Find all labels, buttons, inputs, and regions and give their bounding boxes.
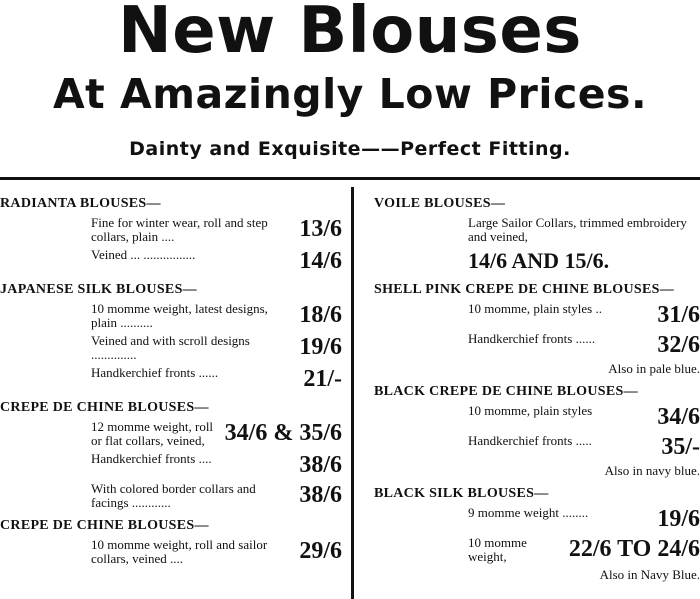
section-heading: JAPANESE SILK BLOUSES— <box>0 282 197 297</box>
black-silk-group <box>374 486 700 582</box>
color-note: Also in pale blue. <box>608 361 700 376</box>
item-description: 10 momme weight, <box>468 535 527 564</box>
list-item <box>0 452 342 478</box>
left-column <box>0 192 342 574</box>
item-price: 19/6 <box>299 334 342 360</box>
item-price: 34/6 <box>657 404 700 430</box>
section-heading: CREPE DE CHINE BLOUSES— <box>0 518 209 533</box>
item-price: 38/6 <box>299 482 342 508</box>
item-description: 10 momme weight, roll and sailor collars, veined .... <box>91 537 268 566</box>
section-heading: BLACK SILK BLOUSES— <box>374 486 549 501</box>
item-description: Handkerchief fronts ..... <box>468 433 592 448</box>
crepe-de-chine-group-10 <box>0 518 342 566</box>
section-heading: VOILE BLOUSES— <box>374 196 506 211</box>
item-description: 12 momme weight, roll or flat collars, veined, <box>91 419 214 448</box>
color-note: Also in navy blue. <box>604 463 700 478</box>
section-heading: RADIANTA BLOUSES— <box>0 196 161 211</box>
color-note: Also in Navy Blue. <box>599 567 700 582</box>
item-description: 10 momme weight, latest designs, plain .......... <box>91 301 268 330</box>
list-item <box>374 536 700 564</box>
section-heading: BLACK CREPE DE CHINE BLOUSES— <box>374 384 638 399</box>
item-price: 21/- <box>303 366 342 392</box>
item-price: 29/6 <box>299 538 342 564</box>
list-item <box>0 538 342 566</box>
list-item <box>0 420 342 448</box>
item-price: 35/- <box>661 434 700 460</box>
list-item <box>374 434 700 460</box>
item-description: Handkerchief fronts .... <box>91 451 212 466</box>
voile-group <box>374 196 700 274</box>
ad-title: New Blouses <box>118 0 582 68</box>
list-item <box>0 302 342 330</box>
item-description: Veined and with scroll designs .............. <box>91 333 250 362</box>
item-description: Veined ... ................ <box>91 247 196 262</box>
list-item <box>0 482 342 510</box>
column-divider <box>351 187 354 599</box>
ad-tagline: Dainty and Exquisite——Perfect Fitting. <box>129 138 571 160</box>
item-price: 34/6 & 35/6 <box>224 420 342 446</box>
crepe-de-chine-group-12 <box>0 400 342 510</box>
item-price: 13/6 <box>299 216 342 242</box>
ad-subtitle: At Amazingly Low Prices. <box>52 70 648 118</box>
japanese-silk-group <box>0 282 342 392</box>
section-heading: SHELL PINK CREPE DE CHINE BLOUSES— <box>374 282 674 297</box>
black-crepe-group <box>374 384 700 478</box>
list-item <box>374 404 700 430</box>
item-description: 9 momme weight ........ <box>468 505 589 520</box>
item-price: 31/6 <box>657 302 700 328</box>
item-description: Handkerchief fronts ...... <box>91 365 219 380</box>
item-description: Handkerchief fronts ...... <box>468 331 596 346</box>
list-item <box>0 248 342 274</box>
item-price: 22/6 TO 24/6 <box>568 536 700 562</box>
item-price: 32/6 <box>657 332 700 358</box>
list-item <box>0 366 342 392</box>
item-description: Large Sailor Collars, trimmed embroidery and veined, <box>468 215 687 244</box>
list-item <box>374 332 700 358</box>
item-description: With colored border collars and facings ............ <box>91 481 256 510</box>
list-item <box>0 334 342 362</box>
section-heading: CREPE DE CHINE BLOUSES— <box>0 400 209 415</box>
item-price: 19/6 <box>657 506 700 532</box>
item-description: Fine for winter wear, roll and step collars, plain .... <box>91 215 268 244</box>
item-price: 18/6 <box>299 302 342 328</box>
right-column <box>374 192 700 590</box>
radianta-group <box>0 196 342 274</box>
item-description: 10 momme, plain styles <box>468 403 593 418</box>
list-item <box>374 216 700 244</box>
item-price: 38/6 <box>299 452 342 478</box>
list-item <box>0 216 342 244</box>
shell-pink-group <box>374 282 700 376</box>
list-item <box>374 506 700 532</box>
item-price: 14/6 AND 15/6. <box>468 248 610 273</box>
item-price: 14/6 <box>299 248 342 274</box>
horizontal-rule <box>0 177 700 180</box>
list-item <box>374 302 700 328</box>
item-description: 10 momme, plain styles .. <box>468 301 602 316</box>
